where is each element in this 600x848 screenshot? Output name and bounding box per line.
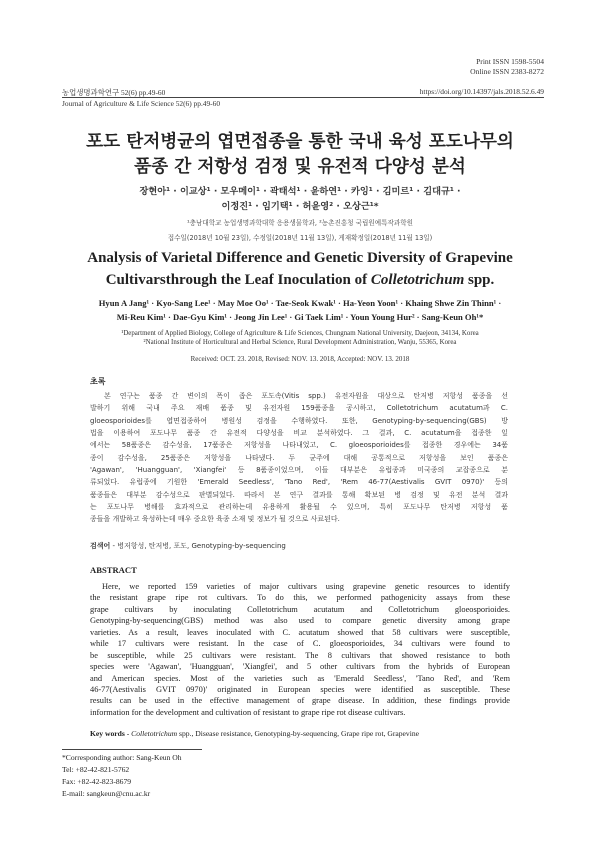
keywords-en-label: Key words — [90, 729, 125, 738]
issn-block — [470, 57, 544, 77]
title-en-line1: Analysis of Varietal Difference and Genetic Diversity of Grapevine — [87, 250, 513, 266]
author-tel: Tel: +82-42-821-5762 — [62, 765, 130, 774]
abstract-ko-line: 품종들은 대부분 감수성으로 판별되었다. 따라서 본 연구 결과를 통해 확보된 병 검정 및 유전 분석 결과 — [90, 490, 508, 499]
abstract-en-line: results can be used in the effective management of grape disease. In addition, these findings provide — [90, 696, 510, 706]
title-en-line2-a: Cultivarsthrough the Leaf Inoculation of — [105, 272, 371, 288]
abstract-en-line: Here, we reported 159 varieties of major cultivars using grapevine genetic resources to identify — [102, 582, 510, 591]
print-issn: Print ISSN 1598-5504 — [476, 57, 544, 66]
abstract-ko-line: 종이 감수성을, 25품종은 저항성을 나타냈다. 두 균주에 대해 공통적으로 저항성을 보인 품종은 — [90, 453, 508, 462]
abstract-ko-line: gloeosporioides를 엽면접종하여 병원성 검정을 수행하였다. 또한, Genotyping-by-sequencing(GBS) 방 — [90, 416, 508, 425]
doi-link[interactable]: https://doi.org/10.14397/jals.2018.52.6.49 — [419, 87, 544, 96]
title-en-line2-c: spp. — [464, 272, 495, 288]
abstract-en-body — [90, 581, 510, 718]
abstract-en-line: species were 'Agawan', 'Huangguan', 'Xiangfei', and 5 other cultivars from the hybrids of European — [90, 662, 510, 672]
abstract-en-line: and American species. Most of the varieties such as 'Emerald Seedless', 'Tano Red', and 'Rem — [90, 673, 510, 683]
keywords-ko — [90, 541, 286, 551]
title-ko-line2: 품종 간 저항성 검정 및 유전적 다양성 분석 — [134, 157, 466, 177]
author-fax: Fax: +82-42-823-8679 — [62, 777, 132, 786]
abstract-en-heading: ABSTRACT — [90, 565, 137, 575]
corresponding-author: *Corresponding author: Sang-Keun Oh — [62, 753, 182, 762]
affiliation-en-line2: ²National Institute of Horticultural and Herbal Science, Rural Development Administration, Wanju, 55365, Korea — [143, 339, 457, 346]
keywords-ko-label: 검색어 — [90, 542, 111, 550]
abstract-ko-line: 는 포도나무 병해를 효과적으로 관리하는데 유용하게 활용될 수 있으며, 특히 포도나무 탄저병 저항성 품 — [90, 503, 508, 512]
keywords-en — [90, 729, 419, 738]
abstract-en-line: be susceptible, while 25 cultivars were resistant. The 8 cultivars that showed resistance to both — [90, 650, 510, 660]
authors-ko-line2: 이정진¹ · 임기택¹ · 허윤영² · 오상근¹* — [221, 201, 379, 212]
title-ko-line1: 포도 탄저병균의 엽면접종을 통한 국내 육성 포도나무의 — [86, 132, 514, 152]
title-en-genus: Colletotrichum — [370, 272, 465, 288]
abstract-ko-line: 법을 이용하여 포도나무 품종 간 유전적 다양성을 비교 분석하였다. 그 결과, C. acutatum을 접종한 잎 — [90, 429, 508, 438]
abstract-ko-line: 본 연구는 품종 간 변이의 폭이 좁은 포도속(Vitis spp.) 유전자원을 대상으로 탄저병 저항성 품종을 선 — [104, 392, 508, 400]
abstract-ko-body — [90, 390, 508, 526]
title-en-line2 — [40, 272, 560, 289]
abstract-en-line: grape cultivars by inoculating Colletotrichum acutatum and Colletotrichum gloeosporioides. — [90, 604, 510, 614]
keywords-ko-text: - 병저항성, 탄저병, 포도, Genotyping-by-sequencing — [110, 542, 286, 550]
abstract-ko-line: 발하기 위해 국내 주요 재배 품종 및 유전자원 159품종을 공시하고, Colletotrichum acutatum과 C. — [90, 404, 508, 413]
abstract-en-line: 46-77(Aestivalis GVIT 0970)' originated in European species were identified as susceptible. These — [90, 684, 510, 694]
footnote-rule — [62, 749, 202, 750]
abstract-en-line: Genotyping-by-sequencing(GBS) method was also used to compare genetic diversity among grape — [90, 616, 510, 626]
online-issn: Online ISSN 2383-8272 — [470, 67, 544, 76]
abstract-ko-heading: 초록 — [90, 377, 106, 386]
abstract-en-line: while 17 cultivars were resistant. In the case of C. gloeosporioides, 34 cultivars were found to — [90, 639, 510, 649]
keywords-en-genus: Colletotrichum — [131, 729, 178, 738]
affiliation-en-line1: ¹Department of Applied Biology, College of Agriculture & Life Sciences, Chungnam National University, Daejeon, 34134, Korea — [121, 330, 479, 337]
abstract-en-line: information for the development and cultivation of resistant to grape ripe rot disease cultivars. — [90, 707, 406, 717]
abstract-ko-line: 종들을 개발하고 육성하는데 매우 중요한 육종 소재 및 정보가 될 것으로 사료된다. — [90, 515, 340, 524]
abstract-ko-line: 류되었다. 유럽종에 기원한 'Emerald Seedless', 'Tano Red', 'Rem 46-77(Aestivalis GVIT 0970)' 등의 — [90, 478, 508, 487]
affiliation-ko: ¹충남대학교 농업생명과학대학 응용생물학과, ²농촌진흥청 국립원예특작과학원 — [187, 219, 413, 227]
author-email[interactable]: E-mail: sangkeun@cnu.ac.kr — [62, 789, 151, 798]
dates-en: Received: OCT. 23. 2018, Revised: NOV. 13. 2018, Accepted: NOV. 13. 2018 — [190, 355, 410, 363]
keywords-en-text: spp., Disease resistance, Genotyping-by-sequencing, Grape ripe rot, Grapevine — [177, 729, 419, 738]
authors-en-line1: Hyun A Jang¹ · Kyo-Sang Lee¹ · May Moe Oo¹ · Tae-Seok Kwak¹ · Ha-Yeon Yoon¹ · Khaing Shwe Zin Thinn¹ · — [98, 298, 502, 308]
authors-en-line2: Mi-Reu Kim¹ · Dae-Gyu Kim¹ · Jeong Jin Lee¹ · Gi Taek Lim¹ · Youn Young Hur² · Sang-Keun Oh¹* — [116, 312, 484, 322]
header-rule — [62, 97, 544, 98]
abstract-en-line: varieties. As a result, leaves inoculated with C. acutatum showed that 58 cultivars were susceptible, — [90, 627, 510, 637]
abstract-ko-line: 에서는 58품종은 감수성을, 17품종은 저항성을 나타내었고, C. gloeosporioides를 접종한 경우에는 34품 — [90, 441, 508, 450]
journal-en: Journal of Agriculture & Life Science 52(6) pp.49-60 — [62, 99, 221, 108]
abstract-en-line: the resistant grape ripe rot cultivars. To do this, we performed pathogenicity assays from these — [90, 593, 510, 603]
authors-ko-line1: 장현아¹ · 이교상¹ · 모우메이¹ · 곽태석¹ · 윤하연¹ · 카잉¹ · 김미르¹ · 김대규¹ · — [139, 186, 461, 197]
journal-ko: 농업생명과학연구 52(6) pp.49-60 — [62, 88, 166, 97]
keywords-en-dash: - — [124, 729, 132, 738]
abstract-ko-line: 'Agawan', 'Huangguan', 'Xiangfei' 등 8품종이었으며, 이들 대부분은 유럽종과 미국종의 교잡종으로 분 — [90, 466, 508, 475]
dates-ko: 접수일(2018년 10월 23일), 수정일(2018년 11월 13일), 게재확정일(2018년 11월 13일) — [167, 234, 433, 242]
